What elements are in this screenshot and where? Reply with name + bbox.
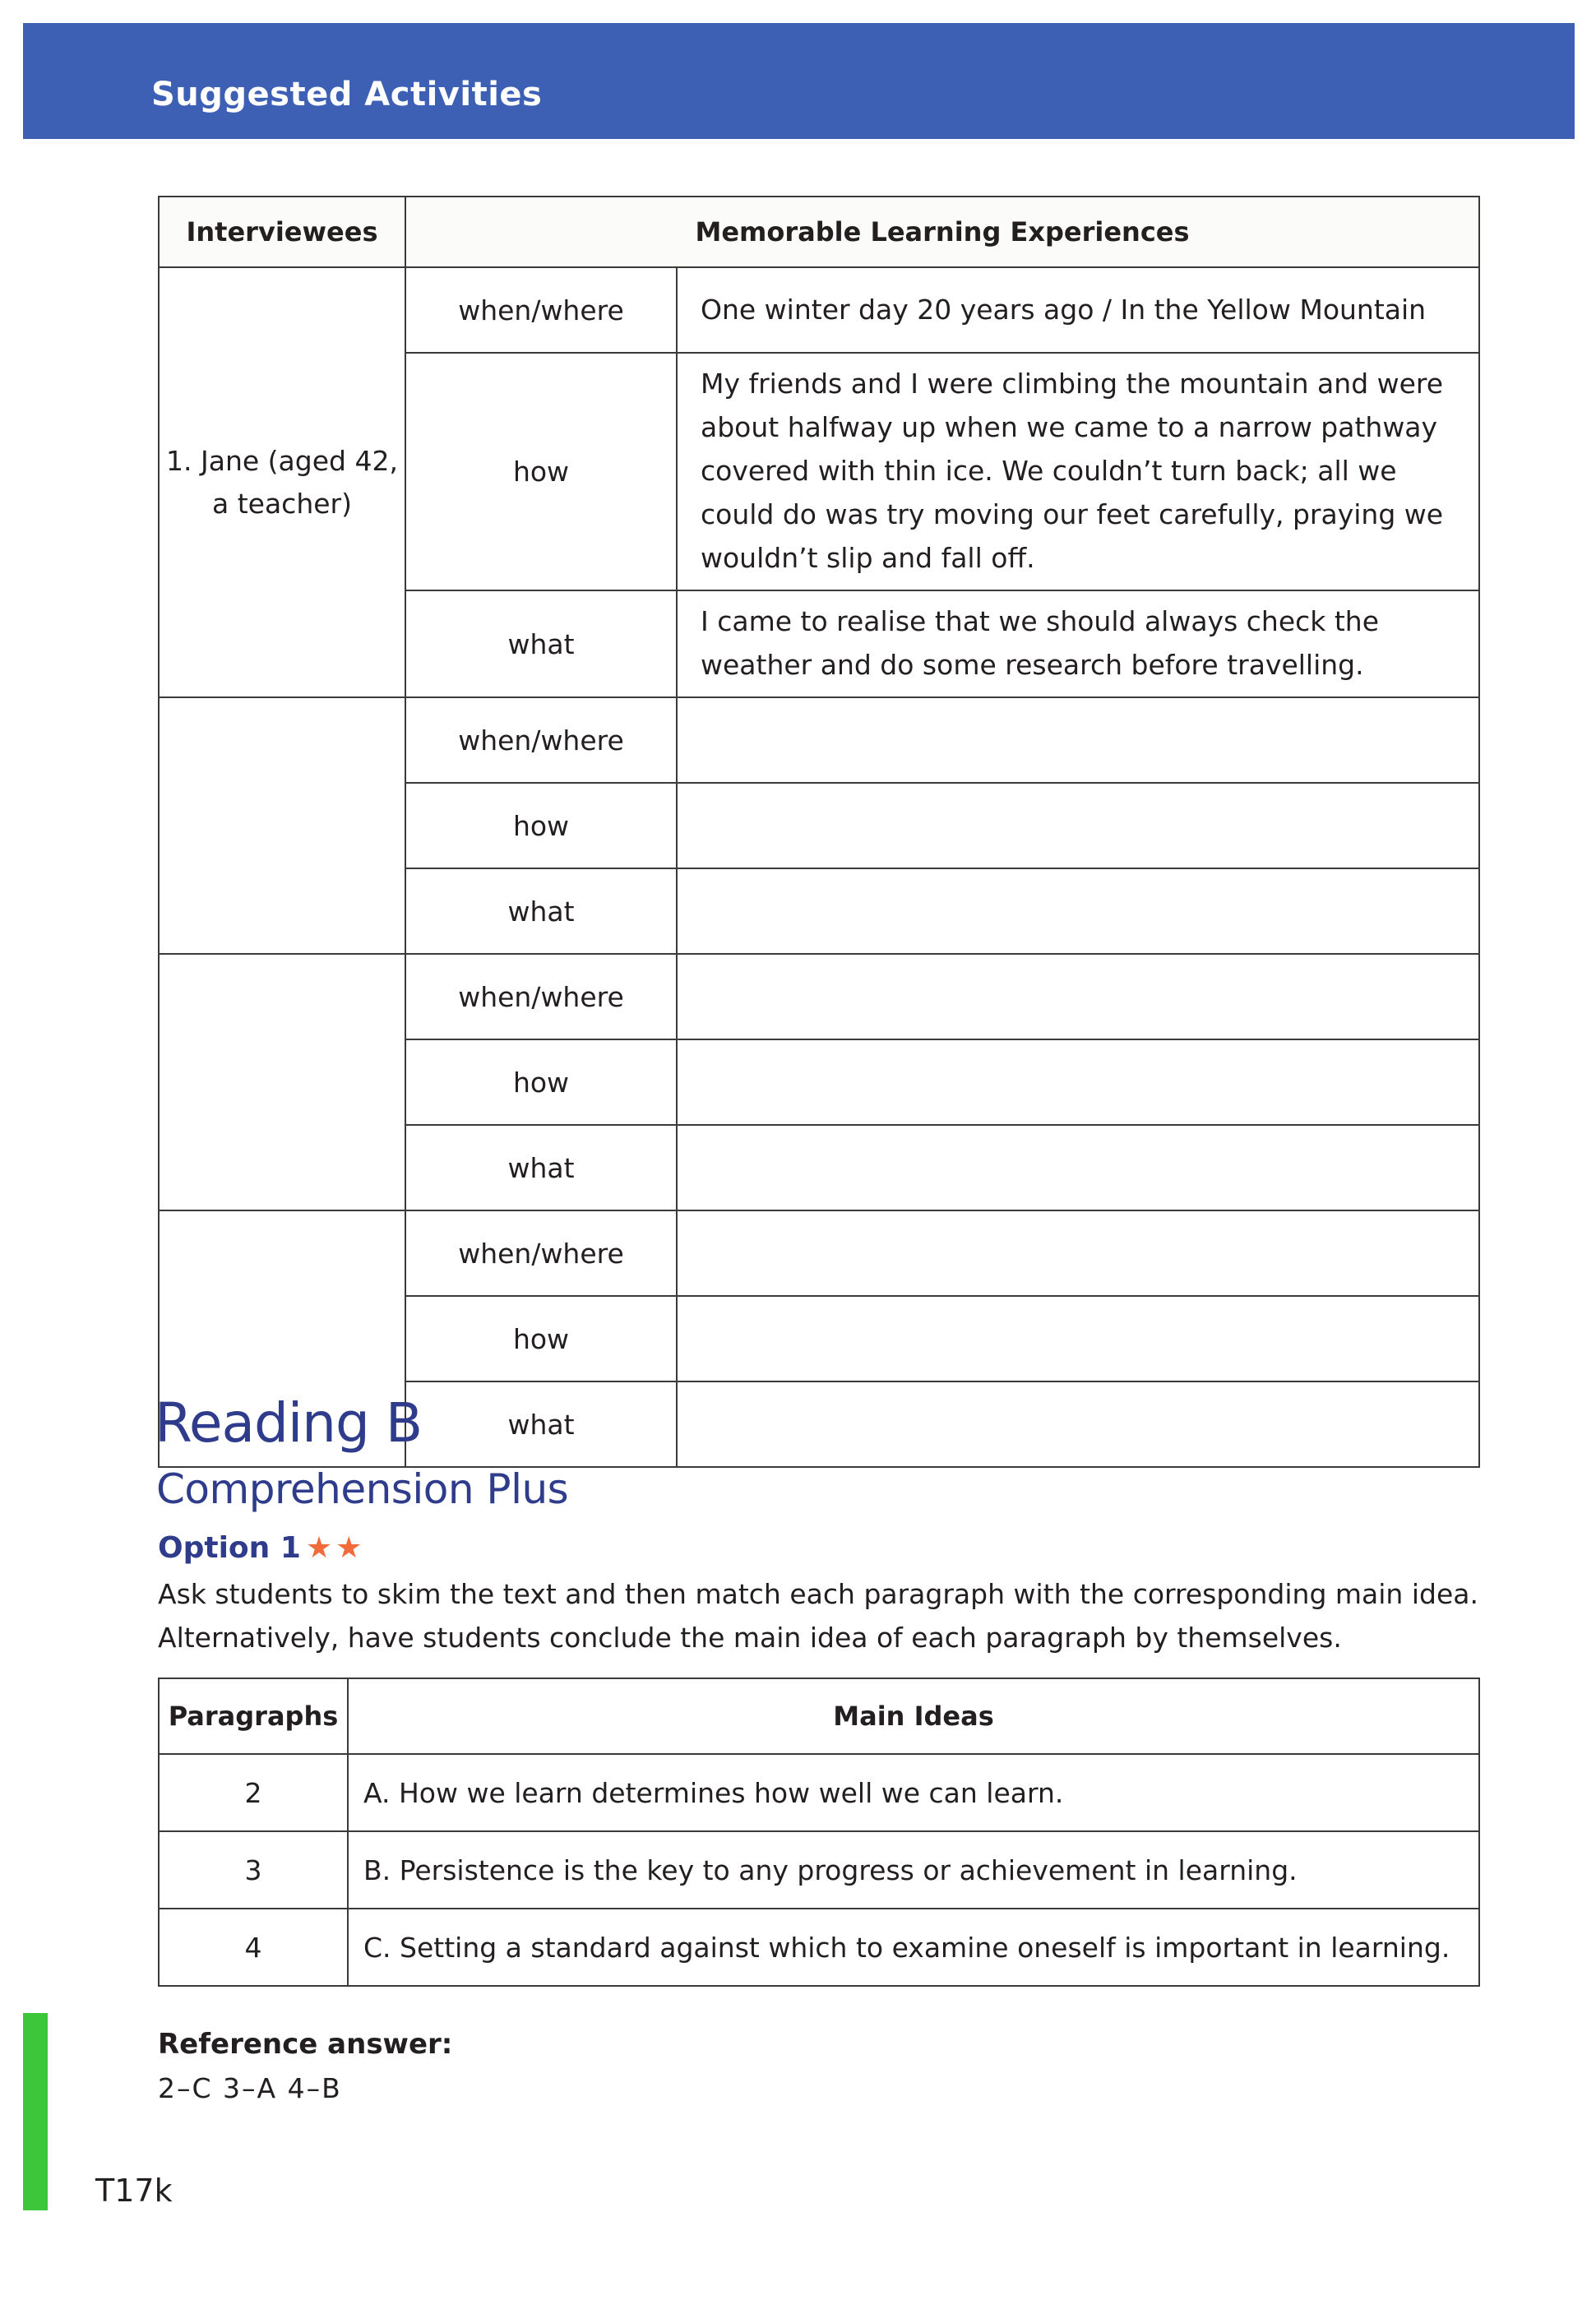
header-main-ideas: Main Ideas [348, 1678, 1479, 1754]
header-paragraphs: Paragraphs [159, 1678, 348, 1754]
main-idea: C. Setting a standard against which to examine oneself is important in learning. [348, 1909, 1479, 1986]
aspect-cell: when/where [405, 1210, 677, 1296]
aspect-cell: what [405, 1381, 677, 1467]
reference-label: Reference answer: [158, 2028, 453, 2061]
section-title: Suggested Activities [151, 76, 543, 113]
main-idea: A. How we learn determines how well we can learn. [348, 1754, 1479, 1831]
detail-cell: I came to realise that we should always check the weather and do some research before travelling. [677, 590, 1479, 697]
header-interviewees: Interviewees [159, 197, 405, 267]
aspect-cell: when/where [405, 954, 677, 1039]
table-row [159, 1754, 1479, 1831]
page-accent-bar [23, 2013, 48, 2210]
aspect-cell: what [405, 1125, 677, 1210]
aspect-cell: how [405, 783, 677, 868]
reference-answer: 2–C 3–A 4–B [158, 2072, 342, 2104]
star-icon: ★★ [305, 1531, 366, 1565]
detail-cell [677, 1381, 1479, 1467]
header-experiences: Memorable Learning Experiences [405, 197, 1479, 267]
table-row [159, 1909, 1479, 1986]
detail-cell [677, 1039, 1479, 1125]
detail-cell [677, 954, 1479, 1039]
aspect-cell: how [405, 353, 677, 590]
detail-cell: My friends and I were climbing the mountain and were about halfway up when we came to a narrow pathway covered with thin ice. We couldn’t turn back; all we could do was try moving our feet carefully, praying we wouldn’t slip and fall off. [677, 353, 1479, 590]
interviewee-cell [159, 697, 405, 954]
option-label: Option 1 [158, 1531, 301, 1565]
paragraph-number: 3 [159, 1831, 348, 1909]
table-row [159, 954, 1479, 1039]
reading-title: Reading B [155, 1391, 423, 1455]
detail-cell [677, 1296, 1479, 1381]
experience-table [158, 196, 1480, 1468]
table-row [159, 697, 1479, 783]
option-heading [158, 1531, 365, 1565]
aspect-cell: how [405, 1296, 677, 1381]
aspect-cell: when/where [405, 697, 677, 783]
detail-cell [677, 1125, 1479, 1210]
page-number: T17k [95, 2173, 173, 2209]
table-row [159, 1210, 1479, 1296]
paragraph-number: 4 [159, 1909, 348, 1986]
reading-subtitle: Comprehension Plus [156, 1465, 569, 1513]
detail-cell [677, 868, 1479, 954]
detail-cell [677, 783, 1479, 868]
detail-cell [677, 1210, 1479, 1296]
main-idea: B. Persistence is the key to any progress or achievement in learning. [348, 1831, 1479, 1909]
aspect-cell: when/where [405, 267, 677, 353]
table-row [159, 1831, 1479, 1909]
instructions-text: Ask students to skim the text and then match each paragraph with the corresponding main idea. Alternatively, have students conclude the main idea of each paragraph by themselves. [158, 1578, 1478, 1654]
aspect-cell: what [405, 868, 677, 954]
interviewee-cell [159, 954, 405, 1210]
detail-cell [677, 697, 1479, 783]
table-row [159, 267, 1479, 353]
interviewee-cell: 1. Jane (aged 42, a teacher) [159, 267, 405, 697]
aspect-cell: what [405, 590, 677, 697]
paragraph-table [158, 1678, 1480, 1987]
paragraph-number: 2 [159, 1754, 348, 1831]
aspect-cell: how [405, 1039, 677, 1125]
detail-cell: One winter day 20 years ago / In the Yellow Mountain [677, 267, 1479, 353]
